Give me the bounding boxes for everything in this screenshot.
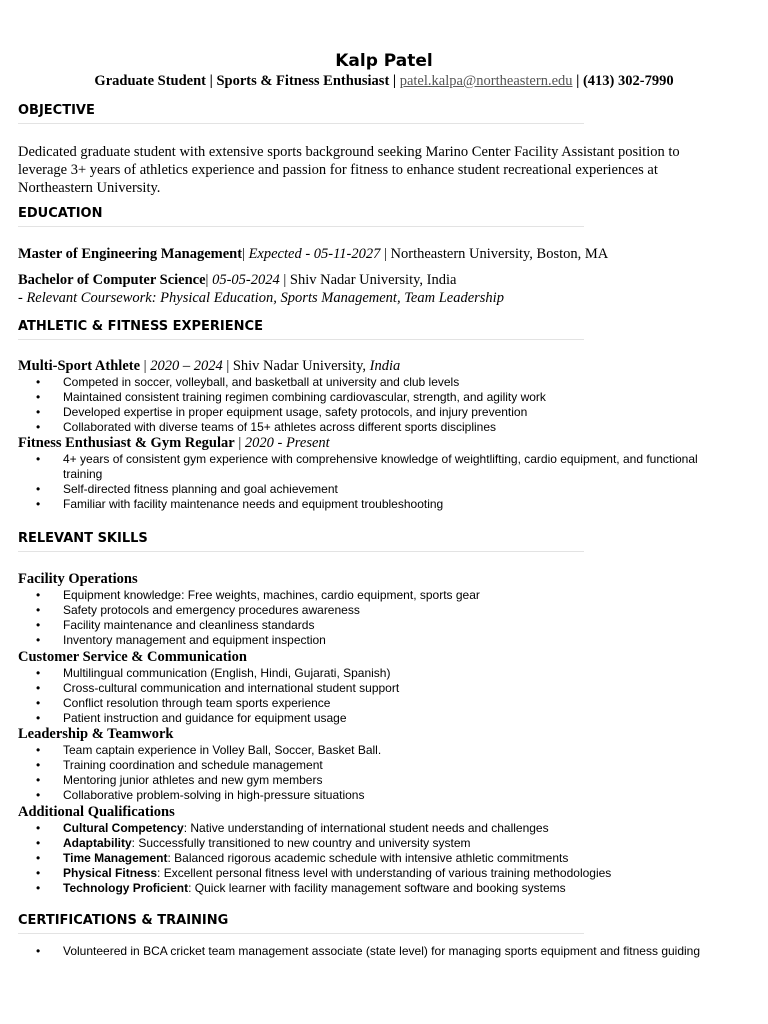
multisport-bullets: [36, 375, 731, 435]
separator: |: [140, 358, 151, 374]
skill-group-facility: Facility Operations: [18, 571, 138, 587]
list-item: [36, 836, 731, 851]
list-item: • Conflict resolution through team sports experience: [36, 696, 731, 711]
skills-heading: RELEVANT SKILLS: [18, 531, 584, 552]
email-link[interactable]: patel.kalpa@northeastern.edu: [399, 73, 573, 89]
skill-group-leadership: Leadership & Teamwork: [18, 726, 174, 742]
list-item: • Cross-cultural communication and international student support: [36, 681, 731, 696]
objective-heading: OBJECTIVE: [18, 103, 584, 124]
masters-date: Expected - 05-11-2027: [248, 246, 381, 262]
contact-line: [0, 73, 768, 90]
list-item: • Equipment knowledge: Free weights, machines, cardio equipment, sports gear: [36, 588, 731, 603]
masters-school: | Northeastern University, Boston, MA: [380, 246, 609, 262]
list-item: [36, 866, 731, 881]
bachelors-school: | Shiv Nadar University, India: [279, 272, 457, 288]
qualification-label: Physical Fitness: [63, 866, 158, 880]
role-fitness: [18, 435, 330, 452]
qualification-label: Technology Proficient: [63, 881, 189, 895]
certifications-heading: CERTIFICATIONS & TRAINING: [18, 913, 584, 934]
role-multisport: [18, 358, 400, 375]
list-item: • Familiar with facility maintenance needs and equipment troubleshooting: [36, 497, 731, 512]
qualification-label: Cultural Competency: [63, 821, 184, 835]
candidate-name: Kalp Patel: [335, 51, 433, 71]
list-item: • Collaborated with diverse teams of 15+ athletes across different sports disciplines: [36, 420, 731, 435]
list-item: • Maintained consistent training regimen combining cardiovascular, strength, and agility work: [36, 390, 731, 405]
list-item: • Developed expertise in proper equipment usage, safety protocols, and injury prevention: [36, 405, 731, 420]
fitness-bullets: [36, 452, 731, 512]
list-item: • Competed in soccer, volleyball, and basketball at university and club levels: [36, 375, 731, 390]
bachelors-date: 05-05-2024: [212, 272, 280, 288]
education-heading: EDUCATION: [18, 206, 584, 227]
role-place-country: India: [369, 358, 401, 374]
customer-bullets: [36, 666, 731, 726]
qualification-text: : Balanced rigorous academic schedule with intensive athletic commitments: [167, 851, 569, 865]
phone: | (413) 302-7990: [572, 73, 674, 89]
role-title: Fitness Enthusiast & Gym Regular: [18, 435, 235, 451]
additional-bullets: [36, 821, 731, 896]
certifications-bullets: [36, 944, 731, 959]
separator: |: [234, 435, 245, 451]
bachelors-degree: Bachelor of Computer Science: [18, 272, 206, 288]
athletic-heading: ATHLETIC & FITNESS EXPERIENCE: [18, 319, 584, 340]
list-item: • Multilingual communication (English, Hindi, Gujarati, Spanish): [36, 666, 731, 681]
list-item: [36, 821, 731, 836]
education-bachelors: [18, 272, 456, 289]
list-item: • Team captain experience in Volley Ball, Soccer, Basket Ball.: [36, 743, 731, 758]
objective-text: Dedicated graduate student with extensive sports background seeking Marino Center Facility Assistant position to leverage 3+ years of athletics experience and passion for fitness to enhance student recreational experiences at Northeastern University.: [18, 144, 680, 196]
tagline: Graduate Student | Sports & Fitness Enthusiast |: [94, 73, 400, 89]
role-date: 2020 – 2024: [150, 358, 223, 374]
skill-group-additional: Additional Qualifications: [18, 804, 175, 820]
list-item: • Volunteered in BCA cricket team management associate (state level) for managing sports equipment and fitness guiding: [36, 944, 731, 959]
role-place: | Shiv Nadar University,: [222, 358, 370, 374]
list-item: • Collaborative problem-solving in high-pressure situations: [36, 788, 731, 803]
role-title: Multi-Sport Athlete: [18, 358, 141, 374]
facility-bullets: [36, 588, 731, 648]
leadership-bullets: [36, 743, 731, 803]
qualification-text: : Native understanding of international student needs and challenges: [183, 821, 549, 835]
coursework: - Relevant Coursework: Physical Education, Sports Management, Team Leadership: [18, 290, 504, 306]
list-item: • Safety protocols and emergency procedures awareness: [36, 603, 731, 618]
qualification-text: : Successfully transitioned to new country and university system: [131, 836, 471, 850]
list-item: • Self-directed fitness planning and goal achievement: [36, 482, 731, 497]
education-masters: [18, 246, 608, 263]
separator: |: [242, 246, 249, 262]
list-item: • 4+ years of consistent gym experience with comprehensive knowledge of weightlifting, cardio equipment, and functional training: [36, 452, 731, 482]
qualification-text: : Excellent personal fitness level with understanding of various training methodologies: [157, 866, 612, 880]
role-date: 2020 - Present: [244, 435, 330, 451]
list-item: [36, 851, 731, 866]
list-item: • Facility maintenance and cleanliness standards: [36, 618, 731, 633]
list-item: • Training coordination and schedule management: [36, 758, 731, 773]
qualification-text: : Quick learner with facility management software and booking systems: [188, 881, 566, 895]
list-item: • Mentoring junior athletes and new gym members: [36, 773, 731, 788]
list-item: • Patient instruction and guidance for equipment usage: [36, 711, 731, 726]
separator: |: [205, 272, 213, 288]
qualification-label: Time Management: [63, 851, 168, 865]
masters-degree: Master of Engineering Management: [18, 246, 243, 262]
list-item: [36, 881, 731, 896]
skill-group-customer: Customer Service & Communication: [18, 649, 247, 665]
list-item: • Inventory management and equipment inspection: [36, 633, 731, 648]
qualification-label: Adaptability: [63, 836, 132, 850]
